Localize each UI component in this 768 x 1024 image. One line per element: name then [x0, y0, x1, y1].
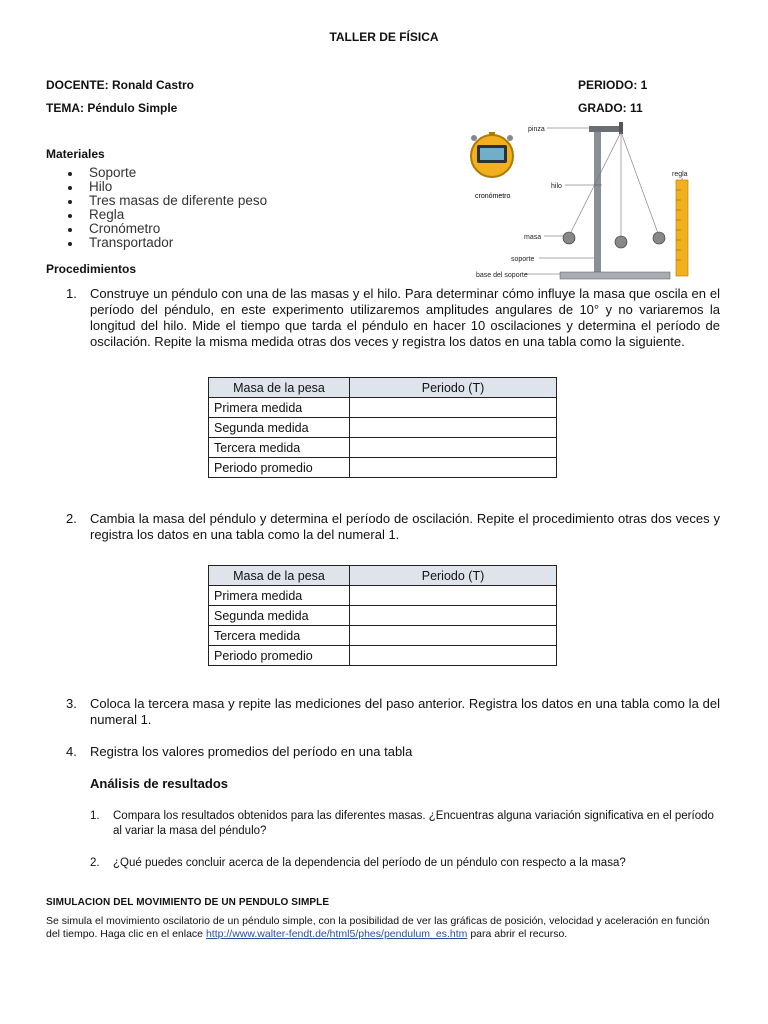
periodo-label: PERIODO: 1 [578, 78, 648, 92]
ruler [676, 180, 688, 276]
q2-number: 2. [90, 857, 100, 869]
soporte-label: soporte [511, 256, 535, 263]
mass-left [563, 232, 575, 244]
step3-number: 3. [66, 696, 77, 711]
table-cell-empty [350, 626, 557, 646]
simulation-link[interactable]: http://www.walter-fendt.de/html5/phes/pendulum_es.htm [205, 928, 468, 940]
table-row: Segunda medida [209, 418, 557, 438]
tema-label: TEMA: Péndulo Simple [46, 101, 178, 115]
stopwatch-icon [471, 132, 513, 177]
docente-label: DOCENTE: Ronald Castro [46, 78, 195, 92]
table-row: Tercera medida [209, 626, 557, 646]
table-row: Periodo promedio [209, 646, 557, 666]
step4-number: 4. [66, 744, 77, 759]
stand-base [560, 272, 670, 279]
grado-label: GRADO: 11 [578, 101, 643, 115]
table-row: Tercera medida [209, 438, 557, 458]
table-header-period: Periodo (T) [350, 566, 557, 586]
step1-text: Construye un péndulo con una de las masas y el hilo. Para determinar cómo influye la masa que oscila en el período del péndulo, en este experimento utilizaremos amplitudes angulares de 10° y no variaremos la longitud del hilo. Mide el tiempo que tarda el péndulo en hacer 10 oscilaciones y determina el período de oscilación. Repite la misma medida otras dos veces y registra los datos en una tabla como la siguiente. [90, 286, 720, 349]
table-header-mass: Masa de la pesa [209, 566, 350, 586]
procedures-heading: Procedimientos [46, 262, 137, 276]
step4-text: Registra los valores promedios del período en una tabla [90, 744, 413, 759]
clamp [589, 126, 623, 132]
q2-text: ¿Qué puedes concluir acerca de la dependencia del período de un péndulo con respecto a la masa? [113, 857, 626, 869]
materials-list [65, 166, 267, 250]
table-cell-empty [350, 606, 557, 626]
table-cell-empty [350, 458, 557, 478]
list-item: Tres masas de diferente peso [65, 194, 267, 208]
regla-label: regla [672, 171, 688, 178]
list-item: Hilo [65, 180, 267, 194]
table-header-mass: Masa de la pesa [209, 378, 350, 398]
masa-label: masa [524, 234, 542, 241]
step3-text: Coloca la tercera masa y repite las mediciones del paso anterior. Registra los datos en una tabla como la del numeral 1. [90, 696, 720, 727]
analysis-heading: Análisis de resultados [90, 776, 228, 791]
page-title: TALLER DE FÍSICA [329, 30, 439, 44]
mass-right [653, 232, 665, 244]
table-cell-empty [350, 438, 557, 458]
table-row: Primera medida [209, 586, 557, 606]
simulation-text [46, 915, 722, 941]
pendulum-figure [462, 116, 702, 286]
base-label: base del soporte [476, 272, 528, 279]
table-row: Primera medida [209, 398, 557, 418]
list-item: Regla [65, 208, 267, 222]
stand-rod [594, 126, 601, 274]
mass-center [615, 236, 627, 248]
simulation-title: SIMULACION DEL MOVIMIENTO DE UN PENDULO SIMPLE [46, 897, 330, 908]
table-cell-empty [350, 398, 557, 418]
step2-number: 2. [66, 511, 77, 526]
table-row: Segunda medida [209, 606, 557, 626]
list-item: Soporte [65, 166, 267, 180]
list-item: Transportador [65, 236, 267, 250]
hilo-label: hilo [551, 183, 562, 190]
step1-number: 1. [66, 286, 77, 301]
table-row: Periodo promedio [209, 458, 557, 478]
table-cell-empty [350, 646, 557, 666]
cronometro-label: cronómetro [475, 193, 511, 200]
simulation-text-before: Se simula el movimiento oscilatorio de un péndulo simple, con la posibilidad de ver las gráficas de posición, velocidad y aceleración en función del tiempo. Haga clic en el enlace [46, 915, 710, 940]
table-cell-empty [350, 586, 557, 606]
q1-number: 1. [90, 810, 100, 822]
data-table-1 [208, 377, 557, 478]
materials-heading: Materiales [46, 147, 105, 161]
q1-text: Compara los resultados obtenidos para las diferentes masas. ¿Encuentras alguna variación significativa en el período al variar la masa del péndulo? [113, 810, 714, 837]
list-item: Cronómetro [65, 222, 267, 236]
table-header-period: Periodo (T) [350, 378, 557, 398]
pinza-label: pinza [528, 126, 545, 133]
simulation-text-after: para abrir el recurso. [467, 928, 568, 940]
step2-text: Cambia la masa del péndulo y determina el período de oscilación. Repite el procedimiento otras dos veces y registra los datos en una tabla como la del numeral 1. [90, 511, 720, 542]
table-cell-empty [350, 418, 557, 438]
data-table-2 [208, 565, 557, 666]
